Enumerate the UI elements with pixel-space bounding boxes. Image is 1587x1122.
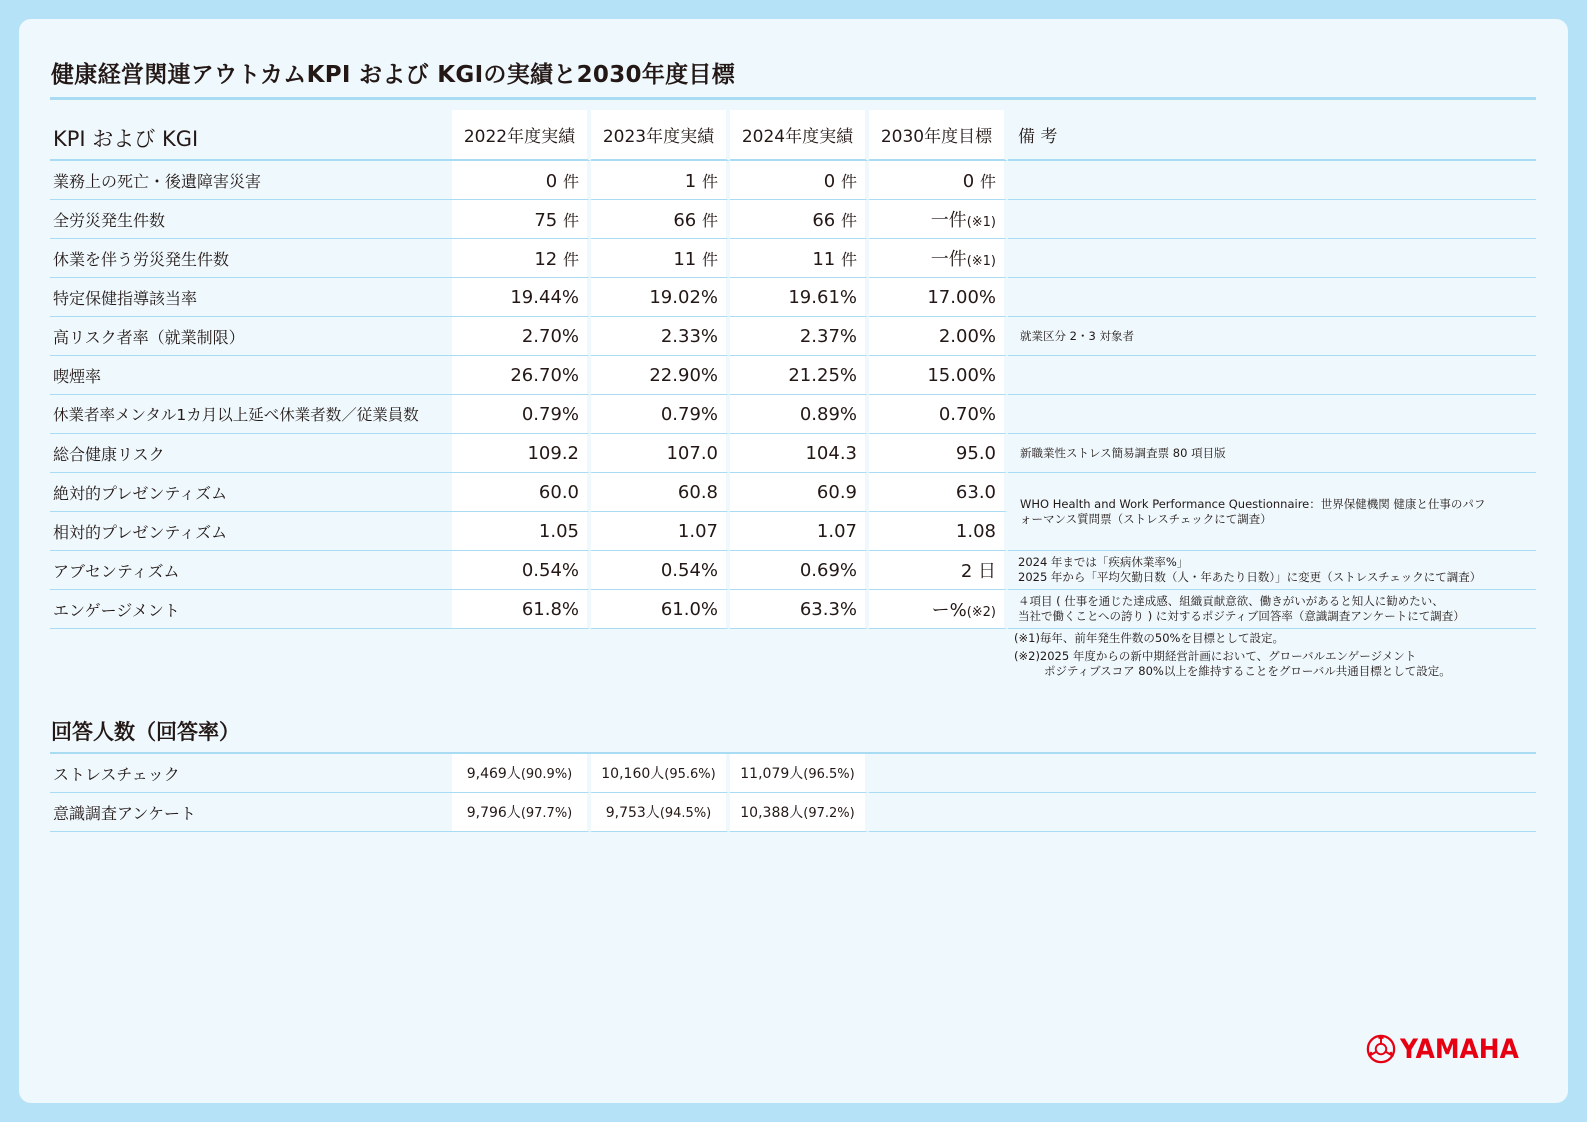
row-label: 意識調査アンケート — [50, 793, 452, 832]
value-2023: 66 件 — [591, 200, 730, 239]
kpi-table — [50, 110, 1536, 629]
remark — [1008, 356, 1536, 395]
table-row — [50, 551, 1536, 590]
value-2024: 21.25% — [730, 356, 869, 395]
footnote-2-continued: ポジティブスコア 80%以上を維持することをグローバル共通目標として設定。 — [1044, 664, 1451, 678]
table-row — [50, 590, 1536, 629]
value-2024: 66 件 — [730, 200, 869, 239]
row-label: 全労災発生件数 — [50, 200, 452, 239]
value-target: 17.00% — [869, 278, 1008, 317]
value-2023: 0.54% — [591, 551, 730, 590]
table-row — [50, 278, 1536, 317]
value-target: 15.00% — [869, 356, 1008, 395]
table-row — [50, 200, 1536, 239]
value-2023: 1.07 — [591, 512, 730, 551]
table-row — [50, 754, 1536, 793]
value-2023: 0.79% — [591, 395, 730, 434]
remark: 就業区分 2・3 対象者 — [1008, 317, 1536, 356]
value-2022: 61.8% — [452, 590, 591, 629]
table-row — [50, 239, 1536, 278]
value-2024: 60.9 — [730, 473, 869, 512]
empty-cell — [869, 754, 1536, 793]
value-target: ー%(※2) — [869, 590, 1008, 629]
remark — [1008, 200, 1536, 239]
value-2022: 75 件 — [452, 200, 591, 239]
response-2024: 10,388人(97.2%) — [730, 793, 869, 832]
value-2023: 61.0% — [591, 590, 730, 629]
value-2023: 19.02% — [591, 278, 730, 317]
empty-cell — [869, 793, 1536, 832]
page-title: 健康経営関連アウトカムKPI および KGIの実績と2030年度目標 — [51, 62, 736, 88]
value-target: 一件(※1) — [869, 200, 1008, 239]
table-row — [50, 161, 1536, 200]
header-remarks: 備 考 — [1008, 110, 1536, 161]
value-2024: 11 件 — [730, 239, 869, 278]
response-2022: 9,796人(97.7%) — [452, 793, 591, 832]
header-2022: 2022年度実績 — [452, 110, 591, 161]
footnote-1: (※1)毎年、前年発生件数の50%を目標として設定。 — [1014, 631, 1284, 645]
value-target: 0.70% — [869, 395, 1008, 434]
response-2023: 10,160人(95.6%) — [591, 754, 730, 793]
response-2024: 11,079人(96.5%) — [730, 754, 869, 793]
value-2022: 0.54% — [452, 551, 591, 590]
remark — [1008, 551, 1536, 590]
remark: 新職業性ストレス簡易調査票 80 項目版 — [1008, 434, 1536, 473]
value-2024: 63.3% — [730, 590, 869, 629]
remark — [1008, 161, 1536, 200]
row-label: 高リスク者率（就業制限） — [50, 317, 452, 356]
value-2022: 0 件 — [452, 161, 591, 200]
value-target: 一件(※1) — [869, 239, 1008, 278]
footnotes — [1014, 631, 1451, 679]
response-table — [50, 752, 1536, 832]
value-2023: 107.0 — [591, 434, 730, 473]
tuning-forks-logo-icon — [1366, 1034, 1396, 1064]
value-2024: 104.3 — [730, 434, 869, 473]
row-label: 休業者率メンタル1カ月以上延べ休業者数／従業員数 — [50, 395, 452, 434]
remark-line: 2025 年から「平均欠勤日数（人・年あたり日数）」に変更（ストレスチェックにて調査） — [1018, 570, 1482, 584]
row-label: 休業を伴う労災発生件数 — [50, 239, 452, 278]
header-2030-target: 2030年度目標 — [869, 110, 1008, 161]
value-2024: 0.89% — [730, 395, 869, 434]
value-2023: 2.33% — [591, 317, 730, 356]
value-2024: 19.61% — [730, 278, 869, 317]
value-2022: 109.2 — [452, 434, 591, 473]
yamaha-logo — [1366, 1032, 1529, 1066]
value-2024: 2.37% — [730, 317, 869, 356]
row-label: 喫煙率 — [50, 356, 452, 395]
remark — [1008, 278, 1536, 317]
row-label: 特定保健指導該当率 — [50, 278, 452, 317]
value-2022: 0.79% — [452, 395, 591, 434]
value-2022: 1.05 — [452, 512, 591, 551]
value-target: 2.00% — [869, 317, 1008, 356]
value-2022: 12 件 — [452, 239, 591, 278]
value-target: 63.0 — [869, 473, 1008, 512]
value-target: 2 日 — [869, 551, 1008, 590]
remark: WHO Health and Work Performance Questionnaire：世界保健機関 健康と仕事のパフォーマンス質問票（ストレスチェックにて調査） — [1008, 473, 1536, 551]
header-2024: 2024年度実績 — [730, 110, 869, 161]
row-label: 相対的プレゼンティズム — [50, 512, 452, 551]
header-2023: 2023年度実績 — [591, 110, 730, 161]
value-2024: 0 件 — [730, 161, 869, 200]
table-row — [50, 434, 1536, 473]
remark — [1008, 395, 1536, 434]
remark-line: 当社で働くことへの誇り ) に対するポジティブ回答率（意識調査アンケートにて調査） — [1018, 609, 1465, 623]
remark-line: ４項目 ( 仕事を通じた達成感、組織貢献意欲、働きがいがあると知人に勧めたい、 — [1018, 594, 1444, 608]
value-2023: 1 件 — [591, 161, 730, 200]
row-label: アブセンティズム — [50, 551, 452, 590]
remark — [1008, 239, 1536, 278]
value-target: 1.08 — [869, 512, 1008, 551]
value-2024: 1.07 — [730, 512, 869, 551]
value-2022: 60.0 — [452, 473, 591, 512]
value-target: 95.0 — [869, 434, 1008, 473]
response-section-title: 回答人数（回答率） — [51, 720, 240, 744]
value-2022: 2.70% — [452, 317, 591, 356]
footnote-2: (※2)2025 年度からの新中期経営計画において、グローバルエンゲージメント — [1014, 649, 1417, 663]
table-row — [50, 395, 1536, 434]
title-divider — [50, 97, 1536, 100]
table-row — [50, 356, 1536, 395]
logo-wordmark: YAMAHA — [1400, 1033, 1519, 1065]
row-label: 総合健康リスク — [50, 434, 452, 473]
value-2022: 26.70% — [452, 356, 591, 395]
table-row — [50, 473, 1536, 512]
response-2022: 9,469人(90.9%) — [452, 754, 591, 793]
row-label: 業務上の死亡・後遺障害災害 — [50, 161, 452, 200]
header-kpi-kgi: KPI および KGI — [50, 110, 452, 161]
row-label: ストレスチェック — [50, 754, 452, 793]
value-2023: 11 件 — [591, 239, 730, 278]
value-target: 0 件 — [869, 161, 1008, 200]
value-2022: 19.44% — [452, 278, 591, 317]
response-2023: 9,753人(94.5%) — [591, 793, 730, 832]
row-label: 絶対的プレゼンティズム — [50, 473, 452, 512]
table-row — [50, 317, 1536, 356]
value-2023: 22.90% — [591, 356, 730, 395]
value-2024: 0.69% — [730, 551, 869, 590]
row-label: エンゲージメント — [50, 590, 452, 629]
remark-line: 2024 年までは「疾病休業率%」 — [1018, 555, 1189, 569]
remark — [1008, 590, 1536, 629]
table-row — [50, 793, 1536, 832]
kpi-header-row — [50, 110, 1536, 161]
value-2023: 60.8 — [591, 473, 730, 512]
